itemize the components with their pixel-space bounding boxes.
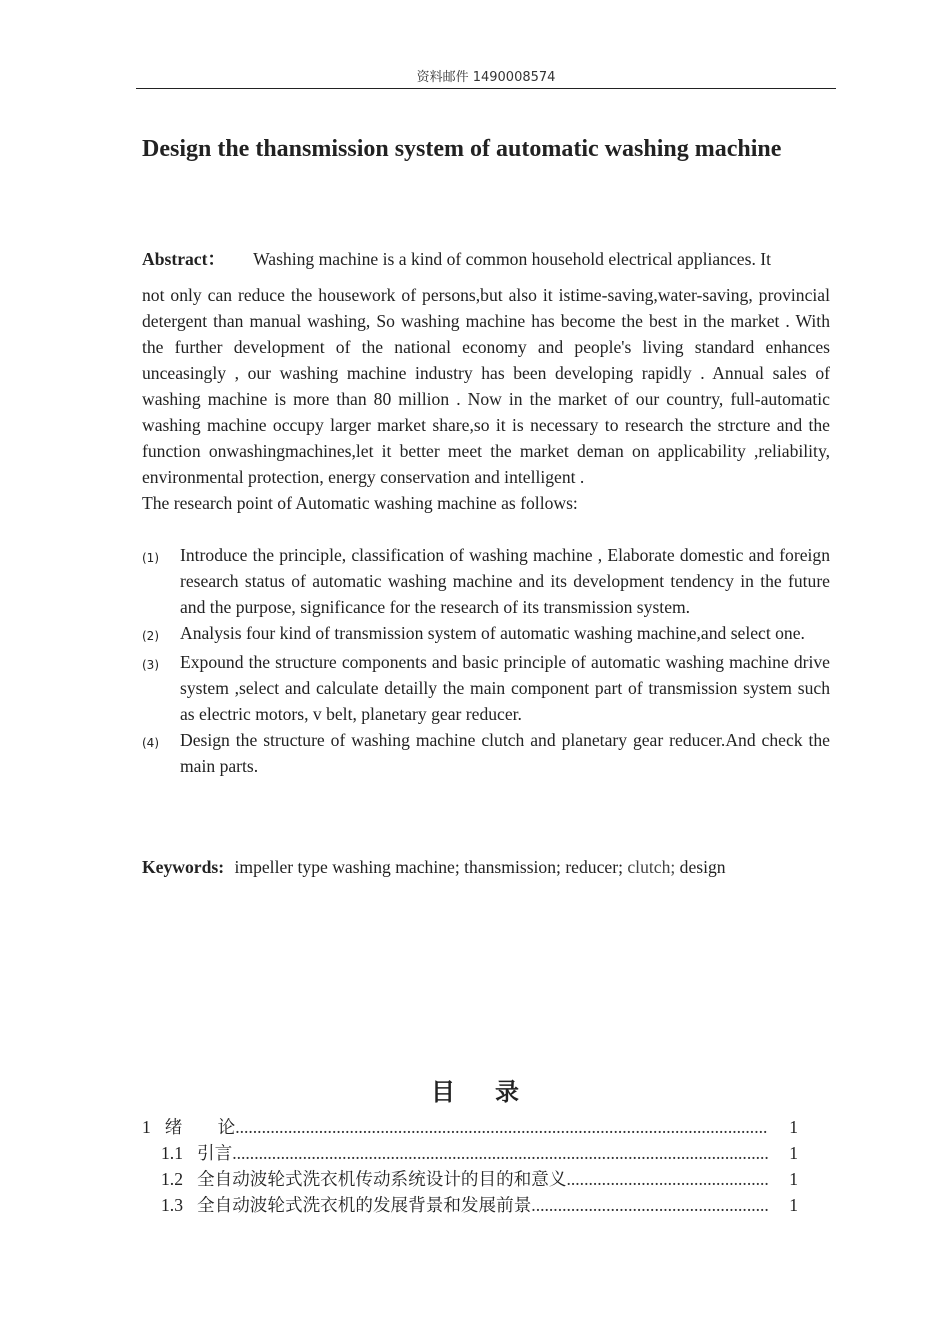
list-item: [142, 649, 830, 727]
research-intro: The research point of Automatic washing machine as follows:: [142, 493, 578, 513]
abstract-body: not only can reduce the housework of persons,but also it istime-saving,water-saving, provincial detergent than manual washing, So washing machine has become the best in the market . With the further development of the national economy and people's living standard enhances unceasingly , our washing machine industry has been developing rapidly . Annual sales of washing machine is more than 80 million . Now in the market of our country, full-automatic washing machine occupy larger market share,so it is necessary to research the strcture and the function onwashingmachines,let it better meet the market deman on applicability ,reliability, environmental protection, energy conservation and intelligent .: [142, 285, 830, 487]
abstract-first-text: Washing machine is a kind of common household electrical appliances. It: [253, 249, 772, 269]
toc-entry-text: 全自动波轮式洗衣机的发展背景和发展前景: [197, 1195, 532, 1215]
toc-dot-leader: [566, 1166, 768, 1192]
document-title: Design the thansmission system of automatic washing machine: [142, 136, 782, 162]
keywords-line: [142, 854, 842, 880]
keywords-label: Keywords:: [142, 857, 225, 877]
toc-entry-page: 1: [789, 1169, 798, 1189]
abstract-first-line: [142, 246, 830, 272]
list-item: [142, 727, 830, 779]
list-item-text: Design the structure of washing machine clutch and planetary gear reducer.And check the main parts.: [180, 730, 830, 776]
toc-dot-leader: [235, 1114, 768, 1140]
toc-entry-text: 全自动波轮式洗衣机传动系统设计的目的和意义: [197, 1169, 567, 1189]
toc-entry-text: 引言: [197, 1143, 233, 1163]
list-item-number: (3): [142, 658, 159, 672]
toc-entry-page: 1: [789, 1195, 798, 1215]
keyword: design: [679, 857, 726, 877]
toc-entry-number: 1.2: [161, 1169, 183, 1189]
toc-title-char: 目: [431, 1080, 455, 1106]
abstract-label: Abstract：: [142, 249, 226, 269]
keyword: reducer;: [565, 857, 623, 877]
toc-entry[interactable]: [142, 1166, 798, 1192]
toc-entry[interactable]: [142, 1140, 798, 1166]
list-item-text: Expound the structure components and basic principle of automatic washing machine drive system ,select and calculate detailly the main component part of transmission system such as electric motors, v belt, planetary gear reducer.: [180, 652, 830, 724]
toc-entry-page: 1: [789, 1143, 798, 1163]
list-item-number: (4): [142, 736, 159, 750]
keyword: impeller type washing machine;: [234, 857, 460, 877]
header-text: 资料邮件 1490008574: [416, 70, 556, 85]
list-item-number: (1): [142, 551, 159, 565]
page-header: [136, 66, 836, 89]
list-item: [142, 620, 830, 649]
toc-entry-number: 1.3: [161, 1195, 183, 1215]
research-points-list: [142, 542, 830, 779]
list-item-number: (2): [142, 629, 159, 643]
toc-entry-number: 1: [142, 1117, 151, 1137]
abstract-section: [142, 246, 830, 516]
toc-entry-number: 1.1: [161, 1143, 183, 1163]
list-item: [142, 542, 830, 620]
table-of-contents: [142, 1114, 798, 1218]
toc-entry[interactable]: [142, 1192, 798, 1218]
toc-title: [0, 1072, 950, 1107]
toc-entry-text: 绪 论: [164, 1117, 236, 1137]
list-item-text: Introduce the principle, classification of washing machine , Elaborate domestic and foreign research status of automatic washing machine and its development tendency in the future and the purpose, significance for the research of its transmission system.: [180, 545, 830, 617]
toc-entry-page: 1: [789, 1117, 798, 1137]
toc-dot-leader: [531, 1192, 768, 1218]
toc-entry[interactable]: [142, 1114, 798, 1140]
toc-dot-leader: [232, 1140, 768, 1166]
toc-title-char: 录: [495, 1080, 519, 1106]
list-item-text: Analysis four kind of transmission system of automatic washing machine,and select one.: [180, 623, 805, 643]
keyword: clutch;: [627, 857, 676, 877]
keyword: thansmission;: [464, 857, 561, 877]
